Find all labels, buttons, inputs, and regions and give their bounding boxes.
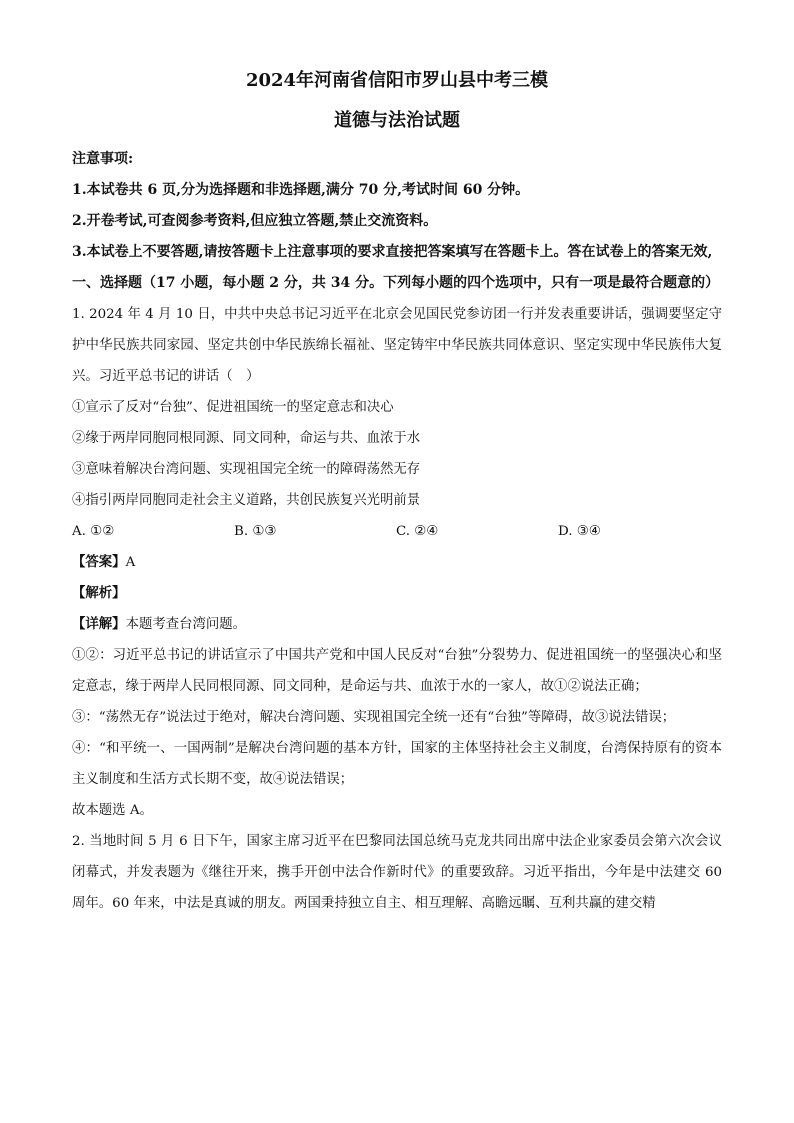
question-1-statement: ②缘于两岸同胞同根同源、同文同种，命运与共、血浓于水: [72, 431, 421, 446]
question-1-options: [72, 516, 722, 547]
question-1-statement: ④指引两岸同胞同走社会主义道路，共创民族复兴光明前景: [72, 493, 421, 508]
notice-heading: 注意事项:: [72, 151, 134, 167]
answer-value: A: [125, 555, 136, 570]
notice-item-2: 2.开卷考试,可查阅参考资料,但应独立答题,禁止交流资料。: [72, 213, 438, 229]
analysis-line: [72, 578, 722, 609]
answer-label: 【答案】: [72, 554, 126, 570]
exam-subtitle: 道德与法治试题: [334, 110, 460, 131]
question-1-stem: 1. 2024 年 4 月 10 日，中共中央总书记习近平在北京会见国民党参访团一行并发表重要讲话，强调要坚定守护中华民族共同家园、坚定共创中华民族绵长福祉、坚定铸牢中华民族共同体意识、坚定实现中华民族伟大复兴。习近平总书记的讲话（ ）: [72, 307, 722, 384]
exam-page: [72, 68, 722, 919]
notice-item-3: 3.本试卷上不要答题,请按答题卡上注意事项的要求直接把答案填写在答题卡上。答在试卷上的答案无效,: [72, 244, 713, 260]
option-a: A. ①②: [72, 524, 115, 539]
detail-label: 【详解】: [72, 616, 126, 632]
detail-line: [72, 609, 722, 640]
notice-item-1: 1.本试卷共 6 页,分为选择题和非选择题,满分 70 分,考试时间 60 分钟。: [72, 182, 530, 198]
analysis-label: 【解析】: [72, 585, 126, 601]
exam-title: 2024年河南省信阳市罗山县中考三模: [245, 70, 549, 91]
option-d: D. ③④: [558, 524, 601, 539]
explanation-paragraph: ③：“荡然无存”说法过于绝对，解决台湾问题、实现祖国完全统一还有“台独”等障碍，故③说法错误；: [72, 710, 676, 725]
answer-line: [72, 547, 722, 578]
detail-text: 本题考查台湾问题。: [125, 617, 247, 632]
question-1-statement: ③意味着解决台湾问题、实现祖国完全统一的障碍荡然无存: [72, 462, 421, 477]
question-2-stem: 2. 当地时间 5 月 6 日下午，国家主席习近平在巴黎同法国总统马克龙共同出席中法企业家委员会第六次会议闭幕式，并发表题为《继往开来，携手开创中法合作新时代》的重要致辞。习近平指出，今年是中法建交 60 周年。60 年来，中法是真诚的朋友。两国秉持独立自主、相互理解、高瞻远瞩、互利共赢的建交精: [72, 834, 722, 911]
section-heading-choice: 一、选择题（17 小题，每小题 2 分，共 34 分。下列每小题的四个选项中，只有一项是最符合题意的）: [72, 275, 720, 291]
question-1-statement: ①宣示了反对“台独”、促进祖国统一的坚定意志和决心: [72, 400, 394, 415]
explanation-paragraph: 故本题选 A。: [72, 803, 153, 818]
explanation-paragraph: ④：“和平统一、一国两制”是解决台湾问题的基本方针，国家的主体坚持社会主义制度，台湾保持原有的资本主义制度和生活方式长期不变，故④说法错误；: [72, 741, 722, 787]
option-b: B. ①③: [234, 524, 277, 539]
explanation-paragraph: ①②：习近平总书记的讲话宣示了中国共产党和中国人民反对“台独”分裂势力、促进祖国统一的坚强决心和坚定意志，缘于两岸人民同根同源、同文同种，是命运与共、血浓于水的一家人，故①②说法正确；: [72, 648, 722, 694]
option-c: C. ②④: [396, 524, 439, 539]
